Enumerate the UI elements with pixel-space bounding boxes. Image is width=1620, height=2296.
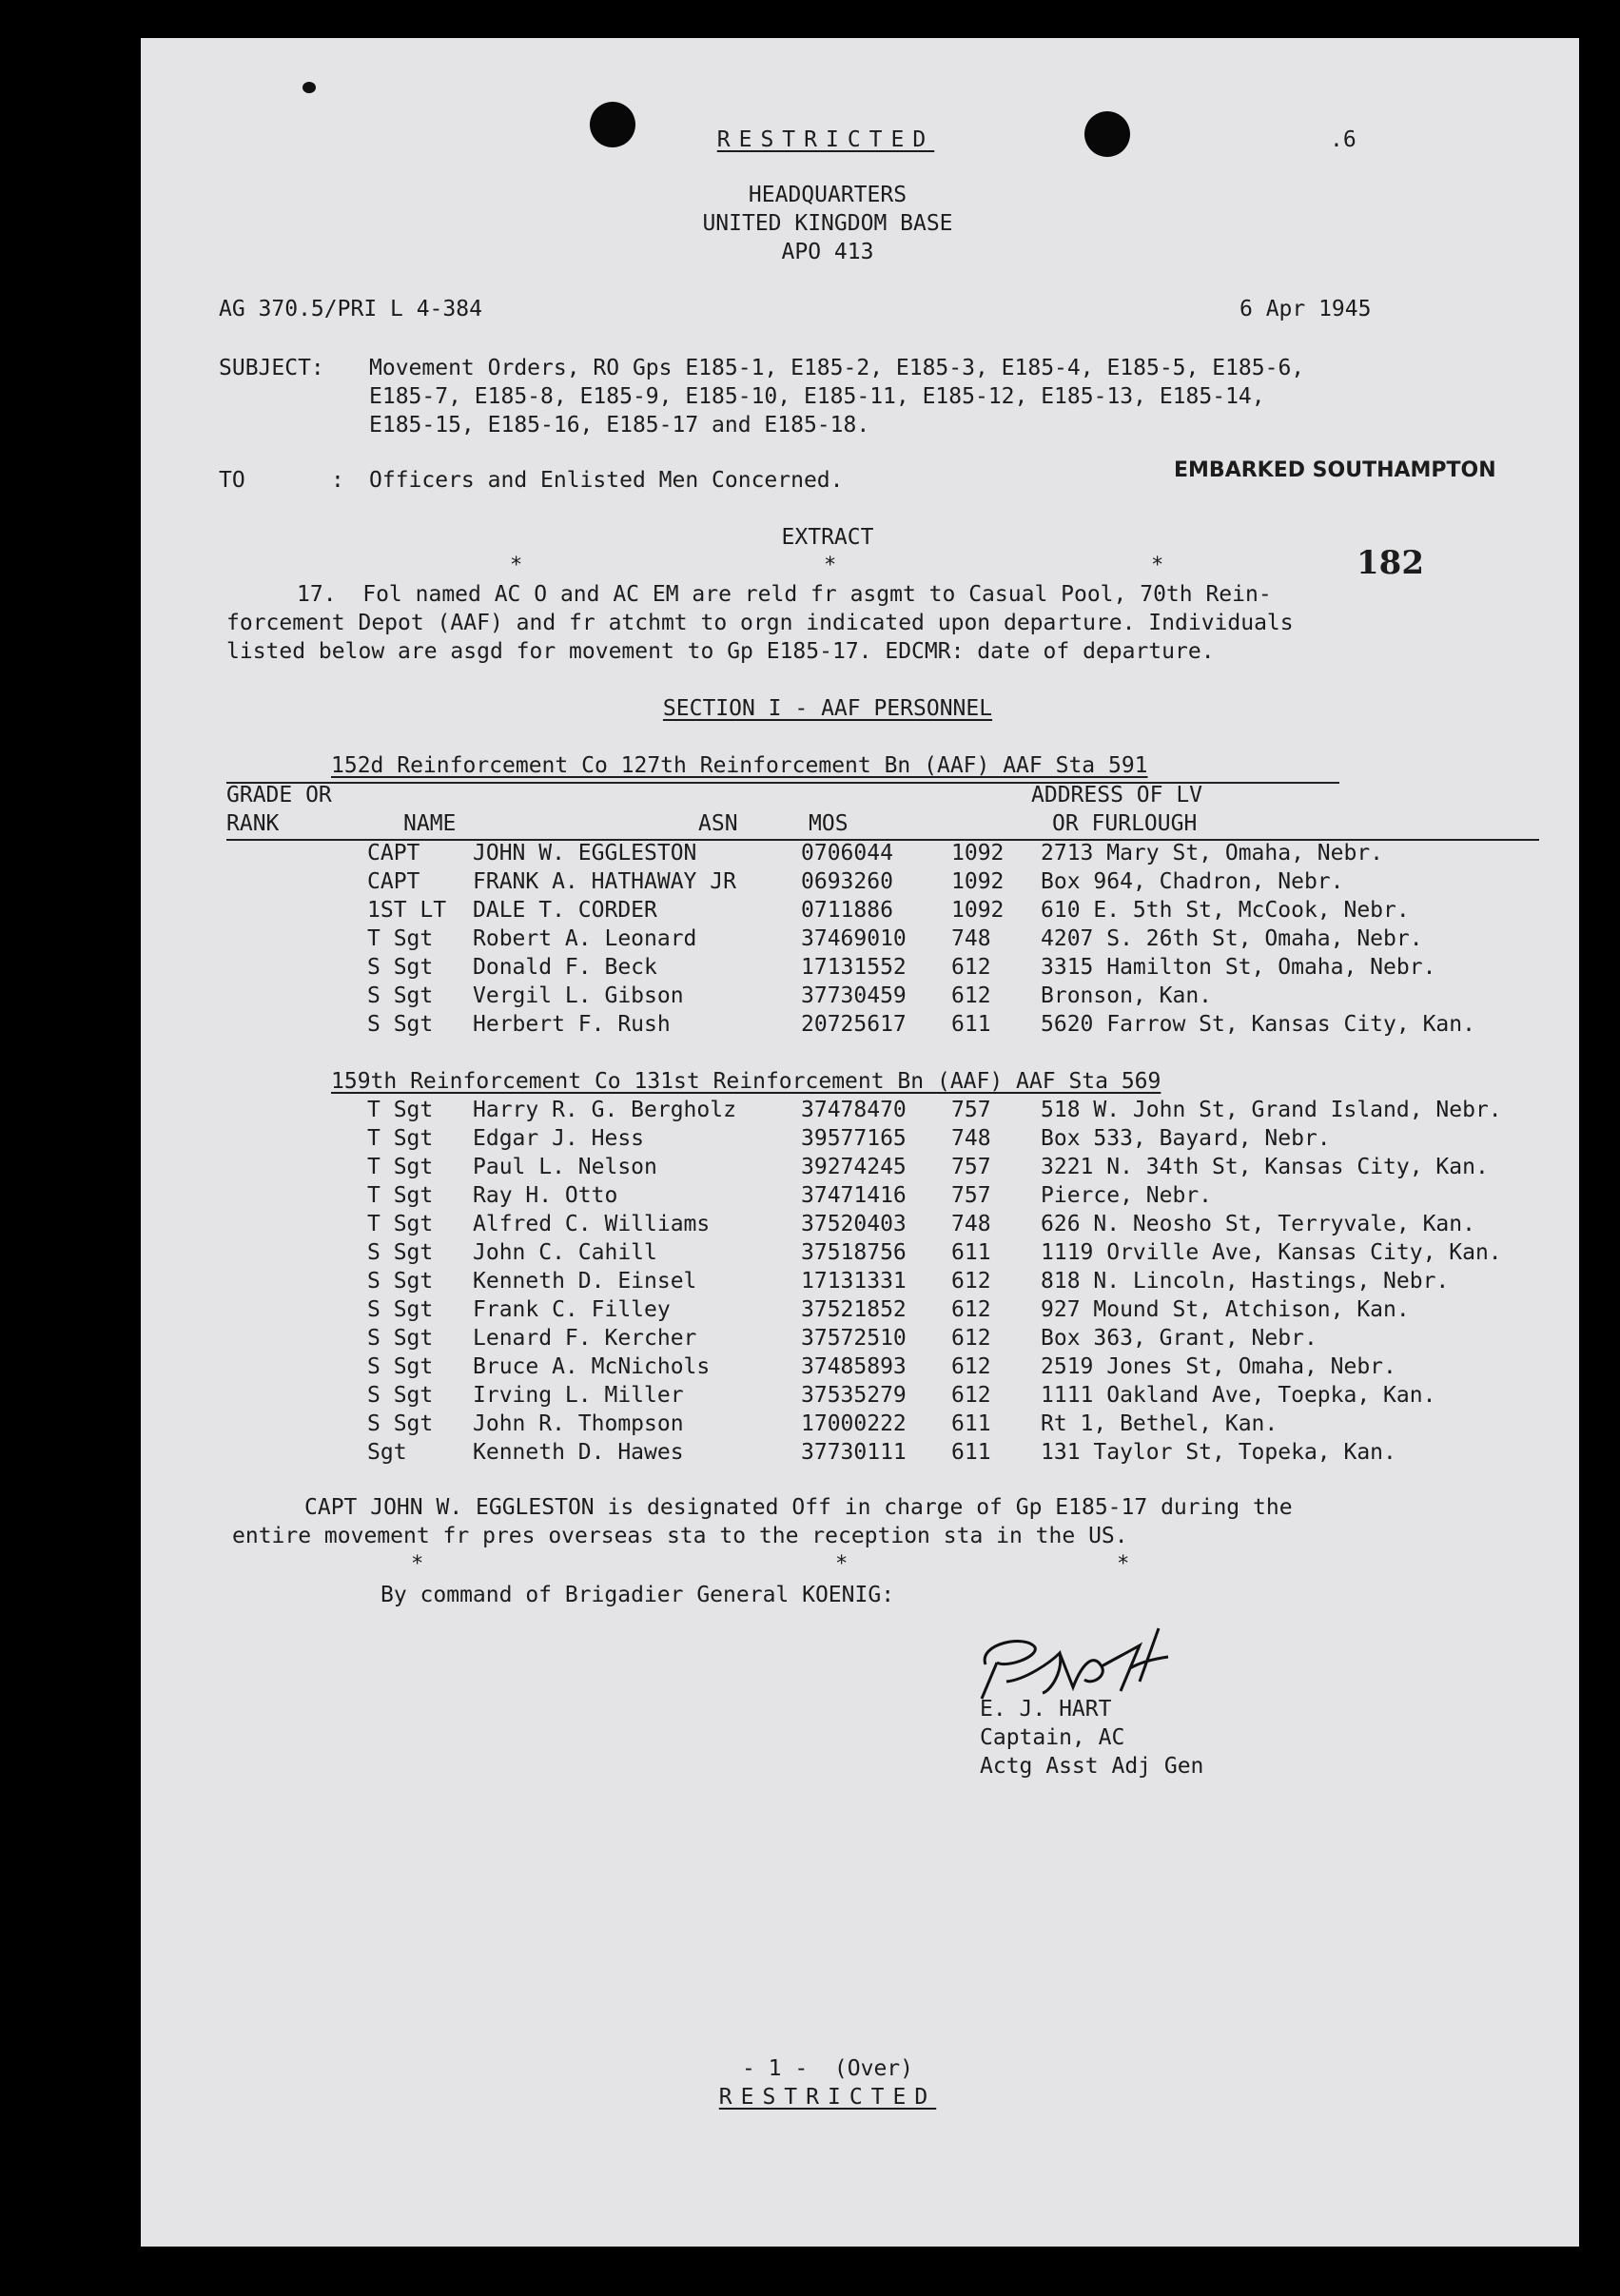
section-title: SECTION I - AAF PERSONNEL <box>662 696 993 721</box>
designation-line: CAPT JOHN W. EGGLESTON is designated Off in charge of Gp E185-17 during the <box>304 1495 1293 1520</box>
mos-cell: 612 <box>951 1297 991 1322</box>
page-mark: .6 <box>1330 127 1357 152</box>
table-row <box>367 982 1604 1010</box>
restricted-header: RESTRICTED <box>716 127 935 152</box>
separator-star: * <box>1151 554 1164 577</box>
signer-name: E. J. HART <box>980 1697 1112 1722</box>
subject-line: E185-15, E185-16, E185-17 and E185-18. <box>369 413 870 438</box>
subject-line: E185-7, E185-8, E185-9, E185-10, E185-11, E185-12, E185-13, E185-14, <box>369 384 1265 409</box>
grade-cell: S Sgt <box>367 1354 434 1379</box>
asn-cell: 37485893 <box>801 1354 907 1379</box>
asn-cell: 37471416 <box>801 1183 907 1208</box>
name-cell: John C. Cahill <box>473 1240 657 1265</box>
column-grade-line1: GRADE OR <box>226 783 332 807</box>
grade-cell: S Sgt <box>367 1012 434 1037</box>
asn-cell: 37478470 <box>801 1098 907 1122</box>
table-row <box>367 1295 1604 1324</box>
name-cell: Kenneth D. Einsel <box>473 1269 697 1294</box>
subject-line: Movement Orders, RO Gps E185-1, E185-2, E185-3, E185-4, E185-5, E185-6, <box>369 356 1305 380</box>
grade-cell: T Sgt <box>367 1155 434 1179</box>
punch-hole-right <box>1084 111 1130 157</box>
asn-cell: 37521852 <box>801 1297 907 1322</box>
table-row <box>367 867 1604 896</box>
grade-cell: CAPT <box>367 869 420 894</box>
name-cell: FRANK A. HATHAWAY JR <box>473 869 736 894</box>
name-cell: Irving L. Miller <box>473 1383 684 1408</box>
name-cell: Vergil L. Gibson <box>473 983 684 1008</box>
extract-label: EXTRACT <box>781 525 874 550</box>
separator-star: * <box>835 1552 849 1576</box>
grade-cell: T Sgt <box>367 1183 434 1208</box>
mos-cell: 611 <box>951 1411 991 1436</box>
asn-cell: 0693260 <box>801 869 893 894</box>
table-row <box>367 953 1604 982</box>
mos-cell: 611 <box>951 1440 991 1465</box>
unit-heading-2: 159th Reinforcement Co 131st Reinforcement Bn (AAF) AAF Sta 569 <box>331 1069 1161 1094</box>
table-row <box>367 1381 1604 1410</box>
name-cell: Frank C. Filley <box>473 1297 671 1322</box>
mos-cell: 757 <box>951 1155 991 1179</box>
table-row <box>367 1324 1604 1352</box>
grade-cell: S Sgt <box>367 1326 434 1351</box>
designation-line: entire movement fr pres overseas sta to the reception sta in the US. <box>232 1524 1128 1548</box>
punch-hole-left <box>590 102 635 147</box>
mos-cell: 757 <box>951 1183 991 1208</box>
table-row <box>367 1238 1604 1267</box>
to-recipients: Officers and Enlisted Men Concerned. <box>369 468 844 493</box>
mos-cell: 612 <box>951 1383 991 1408</box>
name-cell: Donald F. Beck <box>473 955 657 980</box>
column-name: NAME <box>403 811 457 836</box>
mos-cell: 1092 <box>951 841 1005 866</box>
subject-label: SUBJECT: <box>219 356 324 380</box>
asn-cell: 20725617 <box>801 1012 907 1037</box>
asn-cell: 17131552 <box>801 955 907 980</box>
footer-page: - 1 - (Over) <box>741 2056 913 2081</box>
address-cell: 5620 Farrow St, Kansas City, Kan. <box>1041 1012 1475 1037</box>
grade-cell: S Sgt <box>367 983 434 1008</box>
grade-cell: S Sgt <box>367 1411 434 1436</box>
mos-cell: 612 <box>951 983 991 1008</box>
unit-heading-1: 152d Reinforcement Co 127th Reinforcement Bn (AAF) AAF Sta 591 <box>331 753 1148 778</box>
grade-cell: T Sgt <box>367 1098 434 1122</box>
to-label: TO <box>219 468 245 493</box>
asn-cell: 39274245 <box>801 1155 907 1179</box>
name-cell: Edgar J. Hess <box>473 1126 645 1151</box>
address-cell: 1119 Orville Ave, Kansas City, Kan. <box>1041 1240 1502 1265</box>
address-cell: 131 Taylor St, Topeka, Kan. <box>1041 1440 1396 1465</box>
mos-cell: 611 <box>951 1240 991 1265</box>
asn-cell: 37469010 <box>801 926 907 951</box>
column-address-line1: ADDRESS OF LV <box>1031 783 1203 807</box>
separator-star: * <box>510 554 523 577</box>
to-colon: : <box>331 468 344 493</box>
grade-cell: T Sgt <box>367 1212 434 1236</box>
mos-cell: 611 <box>951 1012 991 1037</box>
address-cell: 1111 Oakland Ave, Toepka, Kan. <box>1041 1383 1436 1408</box>
org-line-2: UNITED KINGDOM BASE <box>702 211 953 236</box>
asn-cell: 0711886 <box>801 898 893 923</box>
column-asn: ASN <box>698 811 738 836</box>
column-address-line2: OR FURLOUGH <box>1052 811 1198 836</box>
mos-cell: 748 <box>951 1126 991 1151</box>
grade-cell: S Sgt <box>367 1383 434 1408</box>
address-cell: Box 964, Chadron, Nebr. <box>1041 869 1344 894</box>
document-date: 6 Apr 1945 <box>1239 297 1372 321</box>
address-cell: 3221 N. 34th St, Kansas City, Kan. <box>1041 1155 1489 1179</box>
mos-cell: 1092 <box>951 869 1005 894</box>
restricted-footer: RESTRICTED <box>718 2085 937 2110</box>
name-cell: Lenard F. Kercher <box>473 1326 697 1351</box>
mos-cell: 612 <box>951 1354 991 1379</box>
table-row <box>367 1181 1604 1210</box>
asn-cell: 37535279 <box>801 1383 907 1408</box>
address-cell: Pierce, Nebr. <box>1041 1183 1213 1208</box>
org-line-3: APO 413 <box>781 240 874 264</box>
address-cell: 3315 Hamilton St, Omaha, Nebr. <box>1041 955 1436 980</box>
name-cell: Robert A. Leonard <box>473 926 697 951</box>
mos-cell: 748 <box>951 1212 991 1236</box>
grade-cell: S Sgt <box>367 1269 434 1294</box>
grade-cell: 1ST LT <box>367 898 447 923</box>
address-cell: Box 363, Grant, Nebr. <box>1041 1326 1317 1351</box>
asn-cell: 37572510 <box>801 1326 907 1351</box>
name-cell: Ray H. Otto <box>473 1183 618 1208</box>
asn-cell: 37518756 <box>801 1240 907 1265</box>
table-row <box>367 1352 1604 1381</box>
column-mos: MOS <box>809 811 849 836</box>
table-row <box>367 1010 1604 1039</box>
asn-cell: 37520403 <box>801 1212 907 1236</box>
name-cell: DALE T. CORDER <box>473 898 657 923</box>
grade-cell: S Sgt <box>367 955 434 980</box>
mos-cell: 612 <box>951 955 991 980</box>
org-line-1: HEADQUARTERS <box>748 183 908 207</box>
paragraph-line: listed below are asgd for movement to Gp E185-17. EDCMR: date of departure. <box>226 639 1215 664</box>
address-cell: Box 533, Bayard, Nebr. <box>1041 1126 1331 1151</box>
grade-cell: S Sgt <box>367 1297 434 1322</box>
table-row <box>367 1410 1604 1438</box>
mos-cell: 748 <box>951 926 991 951</box>
address-cell: 2519 Jones St, Omaha, Nebr. <box>1041 1354 1396 1379</box>
address-cell: 626 N. Neosho St, Terryvale, Kan. <box>1041 1212 1475 1236</box>
column-grade-line2: RANK <box>226 811 280 836</box>
mos-cell: 757 <box>951 1098 991 1122</box>
grade-cell: S Sgt <box>367 1240 434 1265</box>
grade-cell: T Sgt <box>367 926 434 951</box>
table-row <box>367 896 1604 924</box>
command-line: By command of Brigadier General KOENIG: <box>381 1583 895 1607</box>
name-cell: Harry R. G. Bergholz <box>473 1098 736 1122</box>
mos-cell: 612 <box>951 1269 991 1294</box>
table-row <box>367 1267 1604 1295</box>
signer-title: Actg Asst Adj Gen <box>980 1754 1204 1779</box>
paragraph-line: forcement Depot (AAF) and fr atchmt to orgn indicated upon departure. Individuals <box>226 611 1294 635</box>
separator-star: * <box>824 554 837 577</box>
handwritten-number: 182 <box>1357 544 1424 582</box>
signer-rank: Captain, AC <box>980 1725 1125 1750</box>
document-page <box>141 38 1579 2247</box>
address-cell: 4207 S. 26th St, Omaha, Nebr. <box>1041 926 1423 951</box>
table-row <box>367 1124 1604 1153</box>
name-cell: JOHN W. EGGLESTON <box>473 841 697 866</box>
asn-cell: 39577165 <box>801 1126 907 1151</box>
address-cell: Rt 1, Bethel, Kan. <box>1041 1411 1278 1436</box>
separator-star: * <box>411 1552 424 1576</box>
address-cell: 2713 Mary St, Omaha, Nebr. <box>1041 841 1384 866</box>
name-cell: Herbert F. Rush <box>473 1012 671 1037</box>
paragraph-line: 17. Fol named AC O and AC EM are reld fr asgmt to Casual Pool, 70th Rein- <box>297 582 1272 607</box>
asn-cell: 37730459 <box>801 983 907 1008</box>
asn-cell: 0706044 <box>801 841 893 866</box>
file-reference: AG 370.5/PRI L 4-384 <box>219 297 482 321</box>
mos-cell: 1092 <box>951 898 1005 923</box>
table-row <box>367 1096 1604 1124</box>
mos-cell: 612 <box>951 1326 991 1351</box>
table-row <box>367 924 1604 953</box>
table-row <box>367 1153 1604 1181</box>
address-cell: 518 W. John St, Grand Island, Nebr. <box>1041 1098 1502 1122</box>
name-cell: Bruce A. McNichols <box>473 1354 711 1379</box>
name-cell: Paul L. Nelson <box>473 1155 657 1179</box>
address-cell: Bronson, Kan. <box>1041 983 1213 1008</box>
address-cell: 927 Mound St, Atchison, Kan. <box>1041 1297 1410 1322</box>
table-row <box>367 1438 1604 1467</box>
separator-star: * <box>1117 1552 1130 1576</box>
grade-cell: CAPT <box>367 841 420 866</box>
grade-cell: T Sgt <box>367 1126 434 1151</box>
address-cell: 818 N. Lincoln, Hastings, Nebr. <box>1041 1269 1450 1294</box>
asn-cell: 17131331 <box>801 1269 907 1294</box>
name-cell: Alfred C. Williams <box>473 1212 711 1236</box>
asn-cell: 17000222 <box>801 1411 907 1436</box>
name-cell: Kenneth D. Hawes <box>473 1440 684 1465</box>
asn-cell: 37730111 <box>801 1440 907 1465</box>
table-row <box>367 839 1604 867</box>
name-cell: John R. Thompson <box>473 1411 684 1436</box>
embarked-stamp: EMBARKED SOUTHAMPTON <box>1174 458 1496 482</box>
address-cell: 610 E. 5th St, McCook, Nebr. <box>1041 898 1410 923</box>
grade-cell: Sgt <box>367 1440 407 1465</box>
table-row <box>367 1210 1604 1238</box>
ink-mark <box>303 82 316 93</box>
